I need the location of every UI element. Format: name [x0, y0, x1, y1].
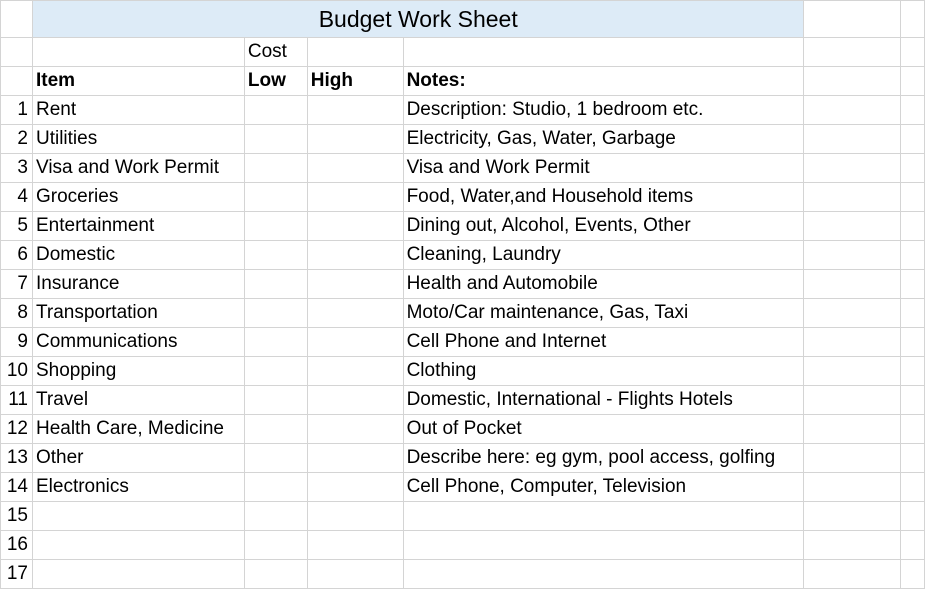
- cell[interactable]: [1, 1, 33, 38]
- table-row: [1, 357, 925, 386]
- note-cell[interactable]: [403, 560, 804, 589]
- cell[interactable]: [1, 38, 33, 67]
- item-cell[interactable]: Utilities: [32, 125, 244, 154]
- row-number[interactable]: 13: [1, 444, 33, 473]
- note-cell[interactable]: Out of Pocket: [403, 415, 804, 444]
- row-number[interactable]: 11: [1, 386, 33, 415]
- high-cost-cell[interactable]: [307, 270, 403, 299]
- item-cell[interactable]: Insurance: [32, 270, 244, 299]
- table-row: [1, 96, 925, 125]
- note-cell[interactable]: Moto/Car maintenance, Gas, Taxi: [403, 299, 804, 328]
- high-cost-cell[interactable]: [307, 125, 403, 154]
- note-cell[interactable]: Clothing: [403, 357, 804, 386]
- table-row: [1, 473, 925, 502]
- table-row: [1, 241, 925, 270]
- cell[interactable]: [804, 328, 901, 357]
- cell[interactable]: [804, 415, 901, 444]
- row-number[interactable]: 4: [1, 183, 33, 212]
- cell[interactable]: [32, 38, 244, 67]
- row-number[interactable]: 2: [1, 125, 33, 154]
- cell[interactable]: [804, 270, 901, 299]
- cell[interactable]: [804, 502, 901, 531]
- table-row: [1, 270, 925, 299]
- cell[interactable]: [901, 560, 925, 589]
- high-header[interactable]: High: [307, 67, 403, 96]
- note-cell[interactable]: Domestic, International - Flights Hotels: [403, 386, 804, 415]
- item-cell[interactable]: Visa and Work Permit: [32, 154, 244, 183]
- note-cell[interactable]: Cell Phone, Computer, Television: [403, 473, 804, 502]
- low-cost-cell[interactable]: [244, 386, 307, 415]
- cell[interactable]: [901, 154, 925, 183]
- row-number[interactable]: 3: [1, 154, 33, 183]
- cell[interactable]: [804, 531, 901, 560]
- cell[interactable]: [804, 212, 901, 241]
- note-cell[interactable]: Cell Phone and Internet: [403, 328, 804, 357]
- cell[interactable]: [901, 328, 925, 357]
- cell[interactable]: [901, 444, 925, 473]
- row-number[interactable]: 7: [1, 270, 33, 299]
- low-header[interactable]: Low: [244, 67, 307, 96]
- item-cell[interactable]: Travel: [32, 386, 244, 415]
- table-row: [1, 560, 925, 589]
- cell[interactable]: [804, 299, 901, 328]
- low-cost-cell[interactable]: [244, 502, 307, 531]
- cell[interactable]: [804, 241, 901, 270]
- item-cell[interactable]: Transportation: [32, 299, 244, 328]
- low-cost-cell[interactable]: [244, 473, 307, 502]
- low-cost-cell[interactable]: [244, 357, 307, 386]
- note-cell[interactable]: Description: Studio, 1 bedroom etc.: [403, 96, 804, 125]
- note-cell[interactable]: [403, 502, 804, 531]
- table-row: [1, 415, 925, 444]
- table-row: [1, 502, 925, 531]
- cell[interactable]: [901, 67, 925, 96]
- cell[interactable]: [901, 125, 925, 154]
- high-cost-cell[interactable]: [307, 531, 403, 560]
- low-cost-cell[interactable]: [244, 125, 307, 154]
- item-cell[interactable]: Health Care, Medicine: [32, 415, 244, 444]
- column-header-row: [1, 67, 925, 96]
- row-number[interactable]: 14: [1, 473, 33, 502]
- row-number[interactable]: 9: [1, 328, 33, 357]
- high-cost-cell[interactable]: [307, 473, 403, 502]
- cell[interactable]: [901, 415, 925, 444]
- high-cost-cell[interactable]: [307, 96, 403, 125]
- low-cost-cell[interactable]: [244, 299, 307, 328]
- row-number[interactable]: 16: [1, 531, 33, 560]
- high-cost-cell[interactable]: [307, 444, 403, 473]
- item-cell[interactable]: Communications: [32, 328, 244, 357]
- item-header[interactable]: Item: [32, 67, 244, 96]
- cell[interactable]: [901, 386, 925, 415]
- low-cost-cell[interactable]: [244, 96, 307, 125]
- note-cell[interactable]: Health and Automobile: [403, 270, 804, 299]
- high-cost-cell[interactable]: [307, 212, 403, 241]
- cell[interactable]: [804, 96, 901, 125]
- row-number[interactable]: 5: [1, 212, 33, 241]
- table-row: [1, 154, 925, 183]
- item-cell[interactable]: Rent: [32, 96, 244, 125]
- high-cost-cell[interactable]: [307, 299, 403, 328]
- table-row: [1, 183, 925, 212]
- row-number[interactable]: 8: [1, 299, 33, 328]
- item-cell[interactable]: Electronics: [32, 473, 244, 502]
- row-number[interactable]: 12: [1, 415, 33, 444]
- row-number[interactable]: 10: [1, 357, 33, 386]
- cell[interactable]: [804, 183, 901, 212]
- cell[interactable]: [901, 502, 925, 531]
- cell[interactable]: [901, 1, 925, 38]
- cell[interactable]: [307, 38, 403, 67]
- cell[interactable]: [804, 386, 901, 415]
- cell[interactable]: [901, 241, 925, 270]
- cell[interactable]: [901, 473, 925, 502]
- low-cost-cell[interactable]: [244, 415, 307, 444]
- high-cost-cell[interactable]: [307, 560, 403, 589]
- cost-header[interactable]: Cost: [244, 38, 307, 67]
- low-cost-cell[interactable]: [244, 154, 307, 183]
- item-cell[interactable]: [32, 560, 244, 589]
- cell[interactable]: [901, 96, 925, 125]
- item-cell[interactable]: Groceries: [32, 183, 244, 212]
- table-row: [1, 212, 925, 241]
- row-number[interactable]: 6: [1, 241, 33, 270]
- cell[interactable]: [804, 154, 901, 183]
- cell[interactable]: [901, 299, 925, 328]
- high-cost-cell[interactable]: [307, 357, 403, 386]
- low-cost-cell[interactable]: [244, 444, 307, 473]
- table-row: [1, 125, 925, 154]
- high-cost-cell[interactable]: [307, 328, 403, 357]
- table-row: [1, 299, 925, 328]
- cell[interactable]: [804, 125, 901, 154]
- cell[interactable]: [804, 473, 901, 502]
- low-cost-cell[interactable]: [244, 328, 307, 357]
- low-cost-cell[interactable]: [244, 560, 307, 589]
- row-number[interactable]: 1: [1, 96, 33, 125]
- item-cell[interactable]: [32, 502, 244, 531]
- cell[interactable]: [1, 67, 33, 96]
- title-row: [1, 1, 925, 38]
- item-cell[interactable]: [32, 531, 244, 560]
- cell[interactable]: [804, 38, 901, 67]
- item-cell[interactable]: Domestic: [32, 241, 244, 270]
- low-cost-cell[interactable]: [244, 183, 307, 212]
- high-cost-cell[interactable]: [307, 183, 403, 212]
- cell[interactable]: [804, 357, 901, 386]
- cost-header-row: [1, 38, 925, 67]
- high-cost-cell[interactable]: [307, 386, 403, 415]
- high-cost-cell[interactable]: [307, 154, 403, 183]
- item-cell[interactable]: Entertainment: [32, 212, 244, 241]
- low-cost-cell[interactable]: [244, 270, 307, 299]
- cell[interactable]: [804, 444, 901, 473]
- sheet-title[interactable]: Budget Work Sheet: [32, 1, 803, 38]
- table-row: [1, 444, 925, 473]
- row-number[interactable]: 15: [1, 502, 33, 531]
- note-cell[interactable]: Food, Water,and Household items: [403, 183, 804, 212]
- high-cost-cell[interactable]: [307, 241, 403, 270]
- low-cost-cell[interactable]: [244, 241, 307, 270]
- cell[interactable]: [901, 357, 925, 386]
- cell[interactable]: [901, 38, 925, 67]
- cell[interactable]: [901, 531, 925, 560]
- item-cell[interactable]: Other: [32, 444, 244, 473]
- notes-header[interactable]: Notes:: [403, 67, 804, 96]
- cell[interactable]: [403, 38, 804, 67]
- item-cell[interactable]: Shopping: [32, 357, 244, 386]
- high-cost-cell[interactable]: [307, 502, 403, 531]
- note-cell[interactable]: Dining out, Alcohol, Events, Other: [403, 212, 804, 241]
- table-row: [1, 328, 925, 357]
- cell[interactable]: [804, 1, 901, 38]
- note-cell[interactable]: Visa and Work Permit: [403, 154, 804, 183]
- high-cost-cell[interactable]: [307, 415, 403, 444]
- table-row: [1, 386, 925, 415]
- cell[interactable]: [804, 560, 901, 589]
- note-cell[interactable]: Describe here: eg gym, pool access, golfing: [403, 444, 804, 473]
- low-cost-cell[interactable]: [244, 531, 307, 560]
- cell[interactable]: [804, 67, 901, 96]
- note-cell[interactable]: Electricity, Gas, Water, Garbage: [403, 125, 804, 154]
- note-cell[interactable]: Cleaning, Laundry: [403, 241, 804, 270]
- cell[interactable]: [901, 183, 925, 212]
- low-cost-cell[interactable]: [244, 212, 307, 241]
- note-cell[interactable]: [403, 531, 804, 560]
- cell[interactable]: [901, 270, 925, 299]
- cell[interactable]: [901, 212, 925, 241]
- row-number[interactable]: 17: [1, 560, 33, 589]
- table-row: [1, 531, 925, 560]
